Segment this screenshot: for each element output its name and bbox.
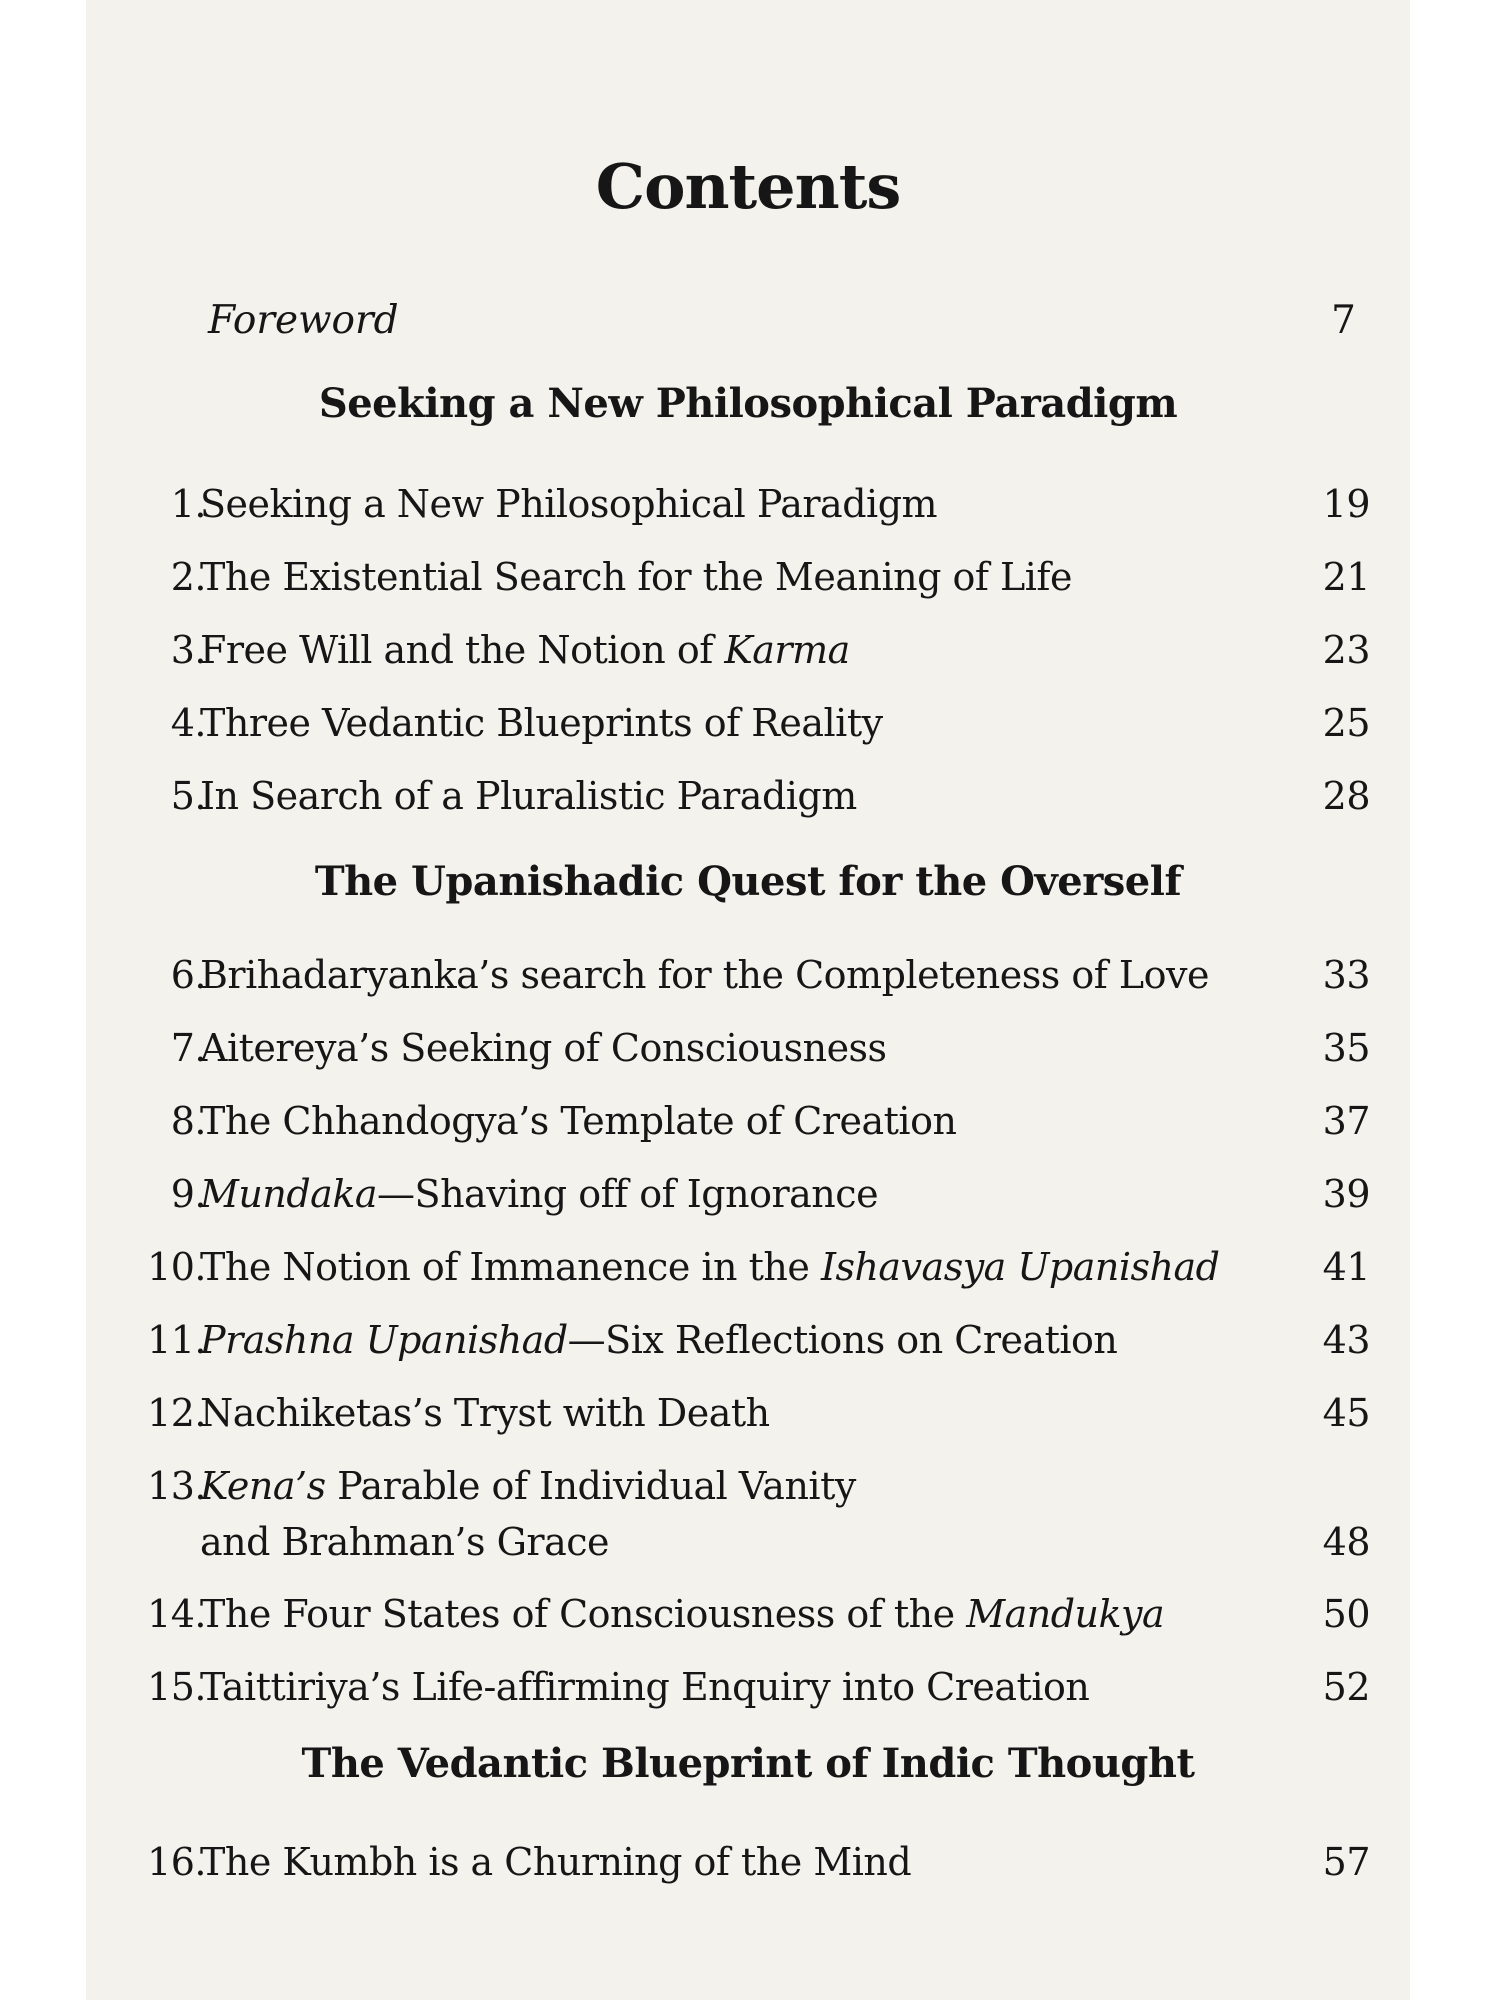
entry-number: 1. (170, 482, 206, 526)
entry-page: 33 (1322, 953, 1370, 997)
entry-number: 14. (147, 1592, 206, 1636)
entry-number: 6. (170, 953, 206, 997)
entry-title: Taittiriya’s Life-affirming Enquiry into Creation (200, 1665, 1090, 1709)
entry-page: 43 (1322, 1318, 1370, 1362)
entry-title-part: —Six Reflections on Creation (567, 1318, 1118, 1362)
entry-page: 41 (1322, 1245, 1370, 1289)
entry-title: Brihadaryanka’s search for the Completeness of Love (200, 953, 1209, 997)
entry-page: 39 (1322, 1172, 1370, 1216)
entry-title: The Existential Search for the Meaning of Life (200, 555, 1072, 599)
entry-number: 12. (147, 1391, 206, 1435)
foreword-label: Foreword (208, 298, 399, 343)
entry-title-part: The Four States of Consciousness of the (200, 1592, 967, 1636)
entry-page: 21 (1322, 555, 1370, 599)
entry-number: 2. (170, 555, 206, 599)
entry-title: Nachiketas’s Tryst with Death (200, 1391, 770, 1435)
entry-number: 10. (147, 1245, 206, 1289)
entry-title: Aitereya’s Seeking of Consciousness (200, 1026, 887, 1070)
entry-title-italic: Mundaka (200, 1172, 378, 1216)
entry-page: 57 (1322, 1840, 1370, 1884)
book-page (86, 0, 1410, 2000)
entry-number: 4. (170, 701, 206, 745)
entry-number: 7. (170, 1026, 206, 1070)
entry-page: 45 (1322, 1391, 1370, 1435)
entry-title (200, 1592, 1164, 1636)
entry-title (200, 1172, 878, 1216)
entry-title-italic: Prashna Upanishad (200, 1318, 568, 1362)
entry-number: 11. (147, 1318, 206, 1362)
section-heading: Seeking a New Philosophical Paradigm (318, 380, 1178, 427)
entry-title-part: Free Will and the Notion of (200, 628, 725, 672)
entry-title (200, 628, 850, 672)
entry-title-italic: Mandukya (966, 1592, 1165, 1636)
entry-number: 9. (170, 1172, 206, 1216)
page-title: Contents (595, 150, 901, 223)
section-heading: The Upanishadic Quest for the Overself (314, 858, 1182, 905)
entry-title-italic: Kena’s (200, 1464, 326, 1508)
entry-title: In Search of a Pluralistic Paradigm (200, 774, 857, 818)
entry-page: 50 (1322, 1592, 1370, 1636)
entry-number: 3. (170, 628, 206, 672)
entry-title-part: —Shaving off of Ignorance (377, 1172, 879, 1216)
entry-page: 52 (1322, 1665, 1370, 1709)
entry-number: 8. (170, 1099, 206, 1143)
entry-page: 19 (1322, 482, 1370, 526)
entry-page: 25 (1322, 701, 1370, 745)
entry-number: 15. (147, 1665, 206, 1709)
entry-page: 35 (1322, 1026, 1370, 1070)
entry-title-continued: and Brahman’s Grace (200, 1520, 610, 1564)
entry-title-part: Parable of Individual Vanity (325, 1464, 856, 1508)
entry-number: 13. (147, 1464, 206, 1508)
entry-title-italic: Ishavasya Upanishad (820, 1245, 1220, 1289)
entry-title (200, 1464, 856, 1508)
entry-page: 48 (1322, 1520, 1370, 1564)
entry-title (200, 1245, 1220, 1289)
entry-title: Three Vedantic Blueprints of Reality (200, 701, 883, 745)
section-heading: The Vedantic Blueprint of Indic Thought (301, 1740, 1195, 1787)
entry-page: 37 (1322, 1099, 1370, 1143)
entry-number: 5. (170, 774, 206, 818)
entry-title (200, 1318, 1117, 1362)
entry-page: 28 (1322, 774, 1370, 818)
entry-page: 23 (1322, 628, 1370, 672)
entry-title-italic: Karma (724, 628, 850, 672)
entry-title-part: The Notion of Immanence in the (200, 1245, 821, 1289)
foreword-entry (208, 298, 1356, 343)
entry-title: Seeking a New Philosophical Paradigm (200, 482, 938, 526)
entry-title: The Chhandogya’s Template of Creation (200, 1099, 957, 1143)
entry-number: 16. (147, 1840, 206, 1884)
entry-title: The Kumbh is a Churning of the Mind (200, 1840, 912, 1884)
foreword-page: 7 (1331, 298, 1356, 343)
